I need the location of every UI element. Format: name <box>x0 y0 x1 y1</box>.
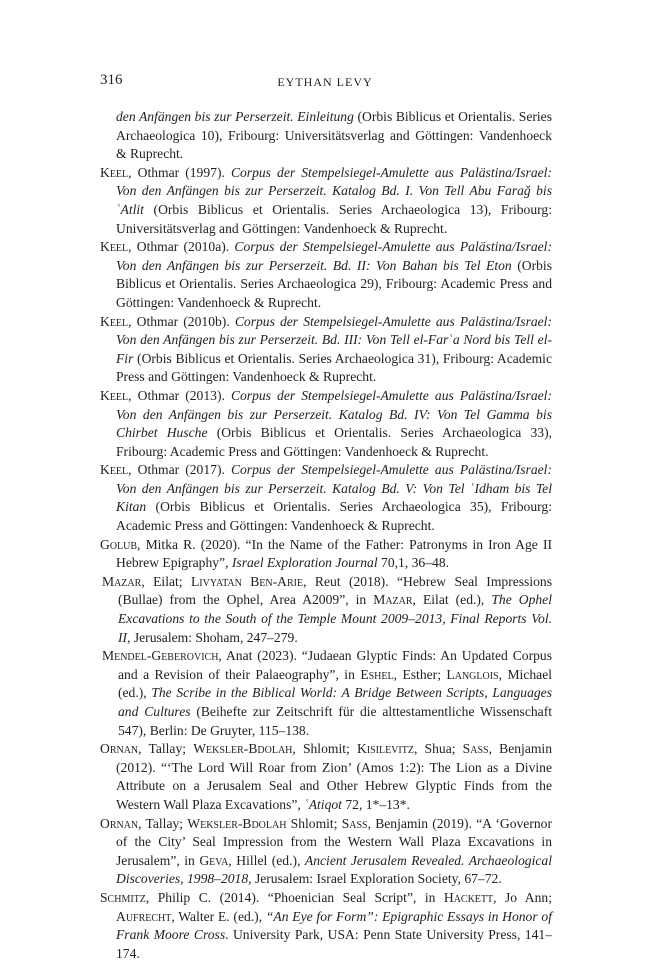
entry-text: , Anat (2023). “Judaean Glyptic Finds: An Updated Corpus and a Revision of their Palaeography”, in <box>118 648 552 682</box>
entry-text: , Benjamin (2012). “‘The Lord Will Roar from Zion’ (Amos 1:2): The Lion as a Divine Attribute on a Jerusalem Seal and Other Hebrew Glyptic Finds from the Western Wall Plaza Excavations”, <box>116 741 552 812</box>
bibliography-entry <box>102 647 552 740</box>
bibliography-list <box>100 108 552 963</box>
entry-text: , Jerusalem: Israel Exploration Society, 67–72. <box>248 871 502 887</box>
entry-text: (Beihefte zur Zeitschrift für die alttestamentliche Wissenschaft 547), Berlin: De Gruyter, 115–138. <box>118 704 552 738</box>
entry-text: , Hillel (ed.), <box>228 852 305 868</box>
author-name: Sass <box>341 815 368 831</box>
author-name: Weksler-Bdolah <box>187 815 287 831</box>
work-title: “An Eye for Form”: Epigraphic Essays in Honor of Frank Moore Cross <box>116 908 552 943</box>
author-name: Keel <box>100 164 129 180</box>
author-name: Geva <box>199 852 229 868</box>
work-title: The Ophel Excavations to the South of the Temple Mount 2009–2013, Final Reports Vol. II <box>118 592 552 645</box>
author-name: Livyatan Ben-Arie <box>190 573 304 589</box>
bibliography-entry <box>100 164 552 238</box>
entry-text: , Philip C. (2014). “Phoenician Seal Script”, in <box>145 889 444 905</box>
entry-text: , Jo Ann; <box>493 889 552 905</box>
entry-text: , Othmar (2010a). <box>128 239 235 255</box>
entry-text: (Orbis Biblicus et Orientalis. Series Archaeologica 33), Fribourg: Academic Press and Göttingen: Vandenhoeck & Ruprecht. <box>116 425 552 459</box>
work-title: Israel Exploration Journal <box>231 555 378 571</box>
bibliography-entry <box>102 573 552 647</box>
entry-text: , Mitka R. (2020). “In the Name of the Father: Patronyms in Iron Age II Hebrew Epigraphy”, <box>116 536 552 571</box>
entry-text: , Othmar (1997). <box>128 164 231 180</box>
work-title: ʿAtiqot <box>304 796 342 812</box>
work-title: Corpus der Stempelsiegel-Amulette aus Palästina/Israel: Von den Anfängen bis zur Perserzeit. Katalog Bd. IV: Von Tel Gamma bis Chirbet Husche <box>116 387 552 441</box>
author-name: Keel <box>100 313 129 329</box>
entry-text: , Michael (ed.), <box>118 666 553 701</box>
author-name: Schmitz <box>100 889 146 905</box>
entry-text: , Jerusalem: Shoham, 247–279. <box>127 629 298 645</box>
entry-text: , Benjamin (2019). “A ‘Governor of the City’ Seal Impression from the Western Wall Plaza Excavations in Jerusalem”, in <box>116 815 552 868</box>
entry-text: , Shlomit; <box>292 741 357 757</box>
work-title: den Anfängen bis zur Perserzeit. Einleitung <box>116 109 354 124</box>
author-name: Weksler-Bdolah <box>193 741 293 757</box>
entry-text: Shlomit; <box>286 815 342 831</box>
bibliography-entry <box>100 238 552 312</box>
entry-text: 70,1, 36–48. <box>377 555 450 571</box>
bibliography-entry <box>100 313 552 387</box>
work-title: Corpus der Stempelsiegel-Amulette aus Palästina/Israel: Von den Anfängen bis zur Perserzeit. Bd. II: Von Bahan bis Tel Eton <box>116 239 552 273</box>
author-name: Sass <box>462 741 489 757</box>
work-title: Corpus der Stempelsiegel-Amulette aus Palästina/Israel: Von den Anfängen bis zur Perserzeit. Katalog Bd. V: Von Tel ʿIdham bis Tel Kitan <box>116 462 552 515</box>
entry-text: , Tallay; <box>138 815 188 831</box>
author-name: Eshel <box>360 666 394 682</box>
author-name: Mendel-Geberovich <box>102 648 219 664</box>
entry-text: . University Park, USA: Penn State University Press, 141–174. <box>116 927 552 961</box>
entry-text: , Shua; <box>413 741 463 757</box>
entry-text: , Eilat (ed.), <box>412 592 492 608</box>
entry-text: , Othmar (2013). <box>128 387 231 403</box>
author-name: Mazar <box>102 573 142 589</box>
entry-text: , Walter E. (ed.), <box>171 908 266 924</box>
bibliography-entry <box>100 536 552 573</box>
entry-text: , Tallay; <box>138 741 194 757</box>
author-name: Kisilevitz <box>356 741 414 757</box>
bibliography-entry-continuation <box>100 108 552 164</box>
author-name: Keel <box>100 239 129 255</box>
work-title: Corpus der Stempelsiegel-Amulette aus Palästina/Israel: Von den Anfängen bis zur Perserzeit. Bd. III: Von Tell el-Farʿa Nord bis Tell el-Fir <box>116 313 552 366</box>
entry-text: , Eilat; <box>141 573 191 589</box>
entry-text: 72, 1*–13*. <box>341 796 410 812</box>
entry-text: , Othmar (2010b). <box>128 313 235 329</box>
bibliography-entry <box>100 740 552 814</box>
author-name: Golub <box>100 536 138 552</box>
entry-text: (Orbis Biblicus et Orientalis. Series Archaeologica 13), Fribourg: Universitätsverlag and Göttingen: Vandenhoeck & Ruprecht. <box>116 201 552 236</box>
bibliography-entry <box>100 461 552 535</box>
work-title: Ancient Jerusalem Revealed. Archaeological Discoveries, 1998–2018 <box>116 852 552 887</box>
work-title: The Scribe in the Biblical World: A Bridge Between Scripts, Languages and Cultures <box>118 685 552 719</box>
running-head: EYTHAN LEVY <box>277 75 373 89</box>
author-name: Hackett <box>443 889 494 905</box>
bibliography-entry <box>100 815 552 889</box>
author-name: Ornan <box>100 741 139 757</box>
author-name: Aufrecht <box>116 908 172 924</box>
author-name: Keel <box>100 462 129 478</box>
author-name: Keel <box>100 387 129 403</box>
entry-text: (Orbis Biblicus et Orientalis. Series Archaeologica 29), Fribourg: Academic Press and Göttingen: Vandenhoeck & Ruprecht. <box>116 257 552 310</box>
author-name: Langlois <box>446 666 499 682</box>
page-number: 316 <box>100 72 123 88</box>
bibliography-entry <box>100 889 552 963</box>
author-name: Mazar <box>373 592 413 608</box>
entry-text: (Orbis Biblicus et Orientalis. Series Archaeologica 31), Fribourg: Academic Press and Göttingen: Vandenhoeck & Ruprecht. <box>116 350 552 385</box>
entry-text: , Reut (2018). “Hebrew Seal Impressions (Bullae) from the Ophel, Area A2009”, in <box>118 573 552 608</box>
entry-text: , Othmar (2017). <box>128 462 231 478</box>
author-name: Ornan <box>100 815 139 831</box>
entry-text: (Orbis Biblicus et Orientalis. Series Archaeologica 10), Fribourg: Universitätsverlag and Göttingen: Vandenhoeck & Ruprecht. <box>116 109 552 162</box>
bibliography-entry <box>100 387 552 461</box>
work-title: Corpus der Stempelsiegel-Amulette aus Palästina/Israel: Von den Anfängen bis zur Perserzeit. Katalog Bd. I. Von Tell Abu Farağ bis ʿAtlit <box>116 164 552 217</box>
entry-text: (Orbis Biblicus et Orientalis. Series Archaeologica 35), Fribourg: Academic Press and Göttingen: Vandenhoeck & Ruprecht. <box>116 499 552 534</box>
entry-text: , Esther; <box>393 666 447 682</box>
